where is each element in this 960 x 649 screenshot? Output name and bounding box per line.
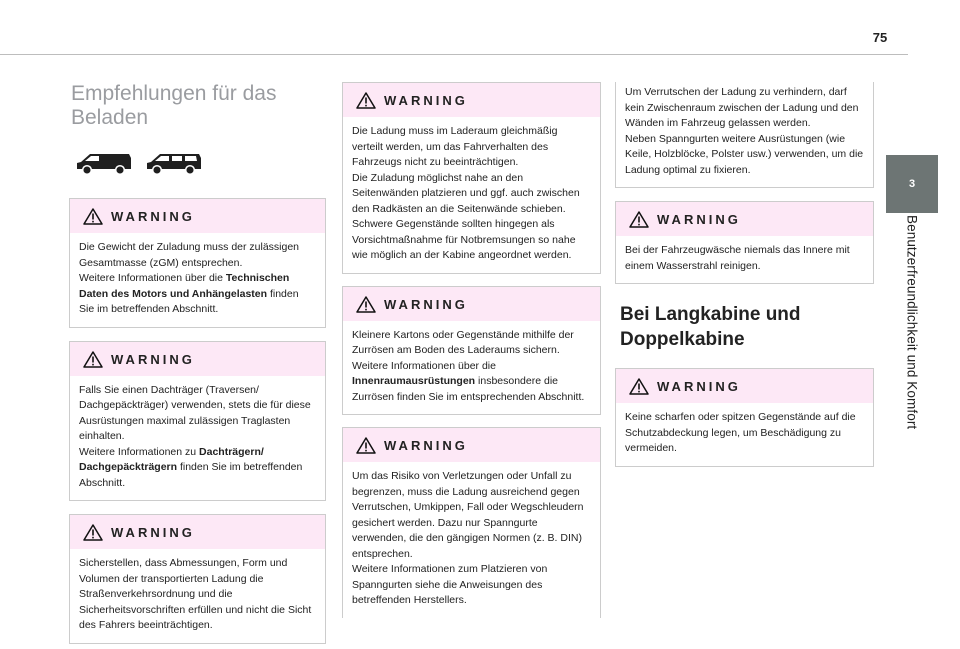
van-icon (144, 150, 204, 176)
warning-label: WARNING (657, 212, 741, 227)
section-title-cabin (620, 302, 874, 352)
warning-triangle-icon (629, 378, 649, 395)
warning-triangle-icon (629, 211, 649, 228)
text-run: finden Sie im betreffenden Abschnitt. (79, 461, 303, 489)
warning-paragraph: Weitere Informationen zum Platzieren von Spanngurten siehe die Anweisungen des betreffenden Herstellers. (352, 563, 548, 606)
warning-text (616, 236, 873, 283)
text-run: Weitere Informationen zu (79, 445, 200, 458)
warning-box-4 (342, 82, 601, 274)
top-divider (0, 54, 908, 55)
warning-text (70, 549, 325, 643)
warning-header (616, 202, 873, 236)
warning-header (343, 83, 600, 117)
warning-paragraph: Die Gewicht der Zuladung muss der zulässigen Gesamtmasse (zGM) entsprechen. (79, 241, 300, 269)
bold-reference: Innenraumausrüstungen (352, 375, 476, 387)
warning-triangle-icon (83, 351, 103, 368)
warning-label: WARNING (384, 296, 468, 312)
warning-box-3 (69, 514, 326, 644)
bold-reference: Dachträgern/ Dachgepäckträgern (79, 445, 264, 473)
warning-paragraph: Um Verrutschen der Ladung zu verhindern, darf kein Zwischenraum zwischen der Ladung und den Wänden im Fahrzeug gelassen werden. (625, 86, 859, 129)
warning-text (343, 462, 600, 618)
section-title-line2: Beladen (71, 106, 149, 129)
warning-paragraph: Sicherstellen, dass Abmessungen, Form und Volumen der transportierten Ladung die Straßenverkehrsordnung und die Sicherheitsvorschriften erfüllen und nicht die Sicht des Fahrers beeinträchtigen. (79, 557, 312, 631)
warning-paragraph (79, 271, 316, 318)
text-run: insbesondere die Zurrösen finden Sie im entsprechenden Abschnitt. (352, 375, 585, 403)
warning-box-5 (342, 286, 601, 416)
section-title-line1: Empfehlungen für das (71, 82, 277, 105)
warning-continuation (615, 82, 874, 188)
warning-text (343, 321, 600, 415)
van-icon (74, 150, 134, 176)
bold-reference: Technischen Daten des Motors und Anhängelasten (79, 272, 290, 300)
warning-triangle-icon (356, 437, 376, 454)
column-2 (342, 82, 601, 618)
warning-header (70, 342, 325, 376)
warning-label: WARNING (384, 93, 468, 108)
warning-text (616, 403, 873, 466)
warning-box-6 (342, 427, 601, 618)
warning-paragraph: Schwere Gegenstände sollten hingegen als Vorsichtmaßnahme für Notbremsungen so nahe wie möglich an der Kabine angeordnet werden. (352, 218, 576, 261)
column-1 (69, 82, 326, 644)
warning-paragraph (352, 359, 591, 406)
warning-header (343, 287, 600, 321)
warning-header (343, 428, 600, 462)
warning-header (616, 369, 873, 403)
vehicle-icons (74, 150, 326, 176)
warning-label: WARNING (111, 351, 195, 367)
text-run: Weitere Informationen über die (352, 359, 496, 372)
warning-paragraph: Bei der Fahrzeugwäsche niemals das Innere mit einem Wasserstrahl reinigen. (625, 244, 850, 272)
warning-text (70, 376, 325, 501)
section-title-line2: Doppelkabine (620, 329, 745, 350)
warning-label: WARNING (111, 525, 195, 540)
warning-header (70, 515, 325, 549)
warning-label: WARNING (111, 209, 195, 224)
warning-paragraph (79, 445, 316, 492)
warning-paragraph: Die Zuladung möglichst nahe an den Seitenwänden platzieren und ggf. auch zwischen den Radkästen an die Seitenwände schieben. (352, 171, 580, 215)
warning-header (70, 199, 325, 233)
text-run: finden Sie im betreffenden Abschnitt. (79, 287, 299, 315)
warning-paragraph: Keine scharfen oder spitzen Gegenstände auf die Schutzabdeckung legen, um Beschädigung zu vermeiden. (625, 411, 856, 454)
chapter-title: Benutzerfreundlichkeit und Komfort (904, 215, 920, 430)
warning-triangle-icon (356, 92, 376, 109)
warning-paragraph: Kleinere Kartons oder Gegenstände mithilfe der Zurrösen am Boden des Laderaums sichern. (352, 328, 574, 356)
chapter-tab[interactable] (886, 155, 938, 213)
warning-text (70, 233, 325, 327)
warning-triangle-icon (356, 296, 376, 313)
warning-triangle-icon (83, 208, 103, 225)
column-3 (615, 82, 874, 467)
chapter-number: 3 (908, 178, 916, 190)
chapter-title-wrap (886, 215, 938, 450)
warning-paragraph: Neben Spanngurten weitere Ausrüstungen (wie Keile, Holzblöcke, Polster usw.) verwenden, um die Ladung optimal zu fixieren. (625, 132, 864, 176)
section-title-line1: Bei Langkabine und (620, 304, 801, 325)
warning-box-7 (615, 201, 874, 284)
warning-box-2 (69, 341, 326, 502)
section-title-loading (71, 82, 326, 130)
warning-box-1 (69, 198, 326, 328)
warning-paragraph: Um das Risiko von Verletzungen oder Unfall zu begrenzen, muss die Ladung ausreichend gegen Verrutschen, Umkippen, Fall oder Wegschleudern gesichert werden. Dazu nur Spanngurte verwenden, die den gängigen Normen (z. B. DIN) entsprechen. (352, 470, 584, 560)
warning-triangle-icon (83, 524, 103, 541)
warning-box-8 (615, 368, 874, 467)
warning-text (343, 117, 600, 273)
page-number: 75 (872, 30, 888, 45)
warning-paragraph: Die Ladung muss im Laderaum gleichmäßig verteilt werden, um das Fahrverhalten des Fahrzeugs nicht zu beeinträchtigen. (352, 125, 558, 168)
warning-paragraph: Falls Sie einen Dachträger (Traversen/ Dachgepäckträger) verwenden, stets die für diese Ausrüstungen maximal zulässigen Traglasten einhalten. (79, 383, 311, 442)
warning-label: WARNING (657, 379, 741, 394)
text-run: Weitere Informationen über die (79, 272, 226, 284)
warning-label: WARNING (384, 438, 468, 453)
